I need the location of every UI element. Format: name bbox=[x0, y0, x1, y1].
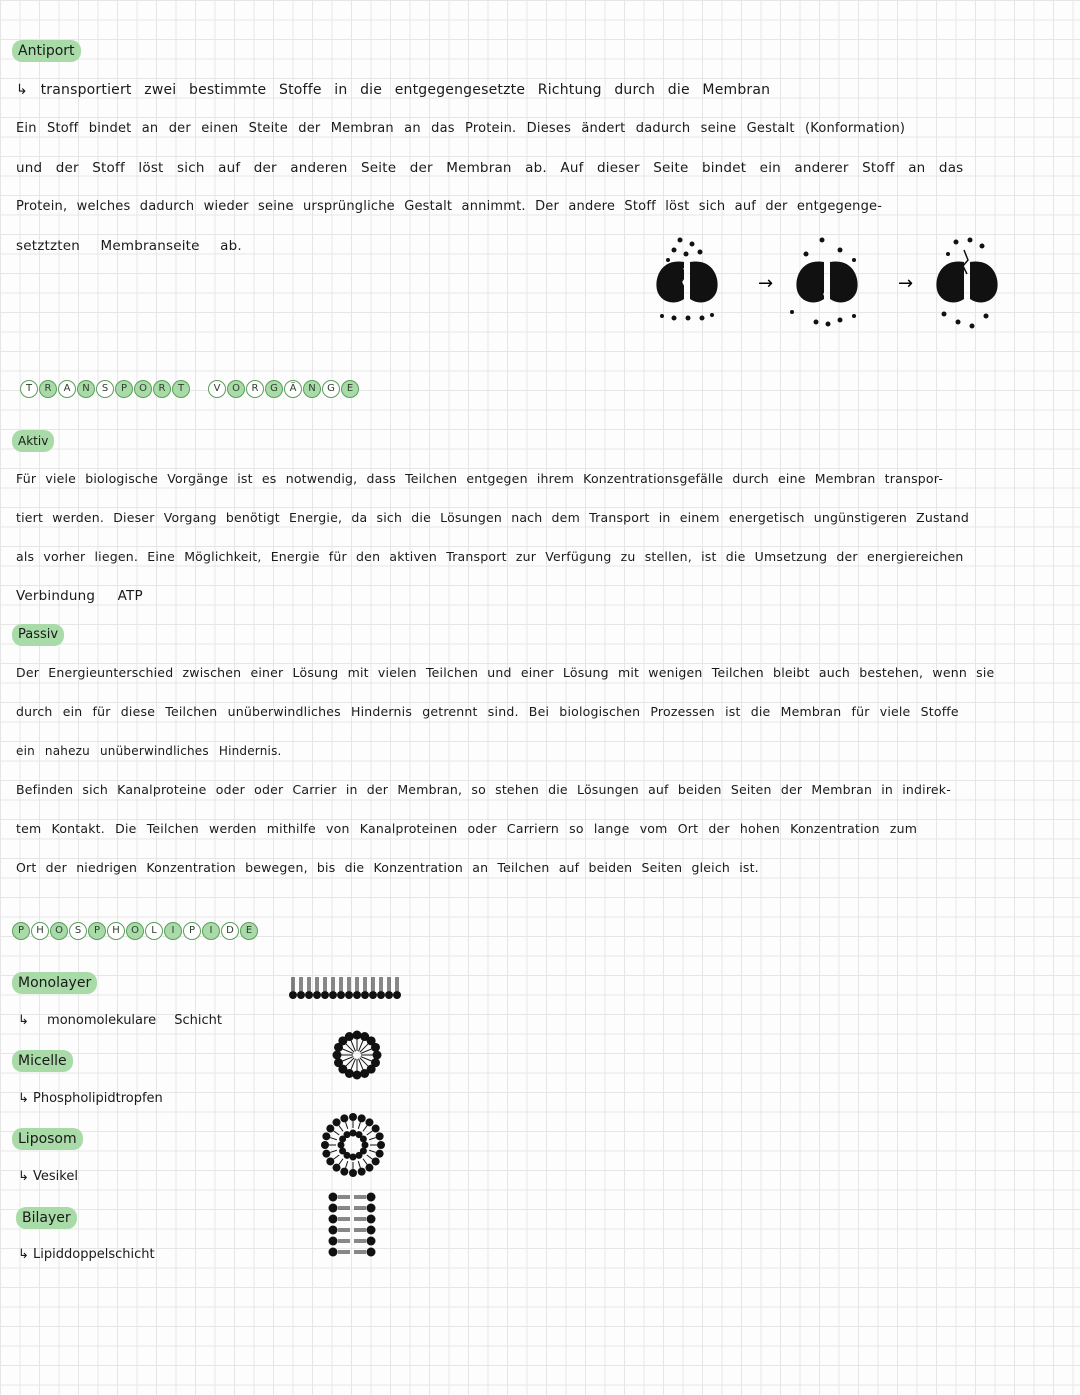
passiv-text-line: tem Kontakt. Die Teilchen werden mithilfe von Kanalproteinen oder Carriern so lange vom Ort der hohen Konzentration zum bbox=[16, 821, 918, 836]
passiv-text-line: Der Energieunterschied zwischen einer Lösung mit vielen Teilchen und einer Lösung mit wenigen Teilchen bleibt auch bestehen, wenn sie bbox=[16, 665, 995, 680]
liposom-definition: ↳ Vesikel bbox=[18, 1169, 78, 1184]
title-letter: R bbox=[246, 380, 264, 398]
title-letter: G bbox=[322, 380, 340, 398]
passiv-text-line: Ort der niedrigen Konzentration bewegen, bis die Konzentration an Teilchen auf beiden Seiten gleich ist. bbox=[16, 860, 759, 875]
title-letter: R bbox=[153, 380, 171, 398]
antiport-diagram bbox=[640, 232, 1020, 332]
title-letter: P bbox=[88, 922, 106, 940]
title-letter: O bbox=[134, 380, 152, 398]
passiv-text-line: Befinden sich Kanalproteine oder oder Carrier in der Membran, so stehen die Lösungen auf beiden Seiten der Membran in indirek- bbox=[16, 782, 951, 797]
bilayer-diagram bbox=[329, 1193, 376, 1257]
title-letter: E bbox=[341, 380, 359, 398]
arrow-right-icon: → bbox=[758, 273, 774, 294]
aktiv-heading: Aktiv bbox=[12, 430, 54, 452]
title-letter: P bbox=[115, 380, 133, 398]
bilayer-term: Bilayer bbox=[16, 1207, 77, 1229]
micelle-definition: ↳ Phospholipidtropfen bbox=[18, 1091, 163, 1106]
title-letter: L bbox=[145, 922, 163, 940]
liposome-diagram bbox=[321, 1113, 385, 1177]
passiv-text-line: ein nahezu unüberwindliches Hindernis. bbox=[16, 744, 282, 758]
carrier-protein-stage-3 bbox=[936, 238, 997, 329]
antiport-text-line: Protein, welches dadurch wieder seine ursprüngliche Gestalt annimmt. Der andere Stoff löst sich auf der entgegenge- bbox=[16, 199, 883, 214]
aktiv-text-line: tiert werden. Dieser Vorgang benötigt Energie, da sich die Lösungen nach dem Transport in einem energetisch ungünstigeren Zustand bbox=[16, 510, 969, 525]
title-letter: H bbox=[107, 922, 125, 940]
title-letter: O bbox=[50, 922, 68, 940]
title-letter: P bbox=[183, 922, 201, 940]
title-letter: T bbox=[20, 380, 38, 398]
title-letter: A bbox=[58, 380, 76, 398]
title-letter: I bbox=[202, 922, 220, 940]
passiv-heading: Passiv bbox=[12, 624, 64, 646]
arrow-right-icon: → bbox=[898, 273, 914, 294]
title-letter: T bbox=[172, 380, 190, 398]
title-letter: H bbox=[31, 922, 49, 940]
aktiv-text-line: Verbindung ATP bbox=[16, 588, 143, 604]
title-letter: P bbox=[12, 922, 30, 940]
title-letter: N bbox=[303, 380, 321, 398]
antiport-text-line: Ein Stoff bindet an der einen Steite der Membran an das Protein. Dieses ändert dadurch seine Gestalt (Konformation) bbox=[16, 121, 906, 136]
title-letter: O bbox=[227, 380, 245, 398]
passiv-text-line: durch ein für diese Teilchen unüberwindliches Hindernis getrennt sind. Bei biologischen Prozessen ist die Membran für viele Stoffe bbox=[16, 704, 959, 719]
title-letter: Ä bbox=[284, 380, 302, 398]
liposom-term: Liposom bbox=[12, 1128, 83, 1150]
antiport-text-line: und der Stoff löst sich auf der anderen Seite der Membran ab. Auf dieser Seite bindet ein anderer Stoff an das bbox=[16, 160, 964, 176]
monolayer-diagram bbox=[289, 977, 401, 999]
phospholipide-title bbox=[12, 922, 259, 940]
title-letter: I bbox=[164, 922, 182, 940]
title-letter: V bbox=[208, 380, 226, 398]
antiport-heading: Antiport bbox=[12, 40, 81, 62]
aktiv-text-line: Für viele biologische Vorgänge ist es notwendig, dass Teilchen entgegen ihrem Konzentrationsgefälle durch eine Membran transpor- bbox=[16, 471, 944, 486]
monolayer-definition: ↳ monomolekulare Schicht bbox=[18, 1013, 222, 1028]
title-letter: S bbox=[96, 380, 114, 398]
monolayer-term: Monolayer bbox=[12, 972, 97, 994]
transport-title-word2 bbox=[208, 380, 360, 398]
title-letter: R bbox=[39, 380, 57, 398]
aktiv-text-line: als vorher liegen. Eine Möglichkeit, Energie für den aktiven Transport zur Verfügung zu stellen, ist die Umsetzung der energiereichen bbox=[16, 549, 964, 564]
title-letter: G bbox=[265, 380, 283, 398]
title-letter: N bbox=[77, 380, 95, 398]
title-letter: S bbox=[69, 922, 87, 940]
phospholipid-diagrams bbox=[285, 975, 415, 1275]
micelle-term: Micelle bbox=[12, 1050, 73, 1072]
carrier-protein-stage-2 bbox=[790, 238, 858, 327]
carrier-protein-stage-1 bbox=[656, 238, 717, 321]
micelle-diagram bbox=[333, 1031, 382, 1080]
antiport-text-line: setztzten Membranseite ab. bbox=[16, 238, 242, 254]
title-letter: D bbox=[221, 922, 239, 940]
antiport-subtitle: ↳ transportiert zwei bestimmte Stoffe in die entgegengesetzte Richtung durch die Membran bbox=[16, 82, 771, 98]
transport-title bbox=[20, 380, 191, 398]
title-letter: E bbox=[240, 922, 258, 940]
title-letter: O bbox=[126, 922, 144, 940]
bilayer-definition: ↳ Lipiddoppelschicht bbox=[18, 1247, 155, 1262]
